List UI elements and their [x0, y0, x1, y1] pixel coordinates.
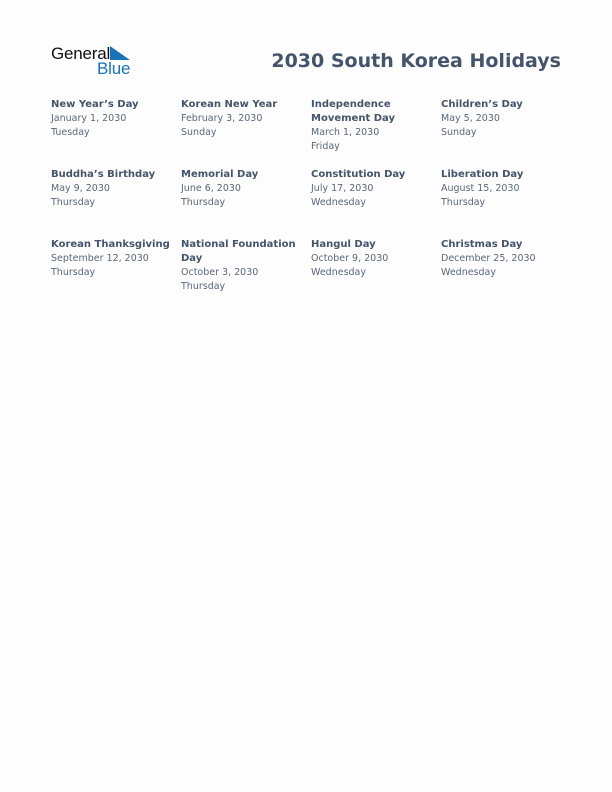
holiday-date: May 9, 2030 [51, 183, 110, 194]
holiday-item [441, 98, 571, 168]
holiday-name: Buddha’s Birthday [51, 169, 156, 180]
holiday-item [311, 168, 441, 238]
holiday-item [441, 168, 571, 238]
holiday-name: Children’s Day [441, 99, 523, 110]
page-title: 2030 South Korea Holidays [271, 50, 561, 72]
holiday-date: January 1, 2030 [51, 113, 127, 124]
holiday-name: New Year’s Day [51, 99, 139, 110]
holiday-weekday: Thursday [51, 267, 96, 278]
holiday-weekday: Thursday [441, 197, 486, 208]
holiday-date: October 9, 2030 [311, 253, 389, 264]
generalblue-logo [51, 44, 133, 78]
holiday-item [51, 168, 181, 238]
holiday-date: March 1, 2030 [311, 127, 380, 138]
holiday-name: Hangul Day [311, 239, 376, 250]
holiday-weekday: Wednesday [311, 267, 367, 278]
holiday-grid [51, 98, 571, 308]
holiday-date: October 3, 2030 [181, 267, 259, 278]
holiday-item [181, 168, 311, 238]
holiday-date: May 5, 2030 [441, 113, 500, 124]
holiday-name: National Foundation Day [181, 239, 296, 264]
holiday-weekday: Wednesday [441, 267, 497, 278]
holiday-weekday: Tuesday [51, 127, 90, 138]
holiday-name: Christmas Day [441, 239, 523, 250]
holiday-date: December 25, 2030 [441, 253, 536, 264]
holiday-weekday: Thursday [51, 197, 96, 208]
holiday-weekday: Wednesday [311, 197, 367, 208]
holiday-weekday: Friday [311, 141, 340, 152]
holiday-item [181, 98, 311, 168]
holiday-date: August 15, 2030 [441, 183, 520, 194]
holiday-weekday: Sunday [181, 127, 217, 138]
holiday-date: February 3, 2030 [181, 113, 263, 124]
holiday-date: September 12, 2030 [51, 253, 149, 264]
holiday-name: Liberation Day [441, 169, 524, 180]
holiday-item [181, 238, 311, 308]
holiday-item [311, 98, 441, 168]
holiday-weekday: Thursday [181, 281, 226, 292]
holiday-name: Independence Movement Day [311, 99, 395, 124]
logo-word-general: General [51, 44, 111, 63]
logo-word-blue: Blue [97, 59, 131, 78]
holiday-item [51, 238, 181, 308]
logo-triangle-icon [110, 46, 130, 60]
holiday-date: July 17, 2030 [311, 183, 374, 194]
holiday-item [311, 238, 441, 308]
holiday-weekday: Sunday [441, 127, 477, 138]
holiday-date: June 6, 2030 [181, 183, 241, 194]
holiday-item [441, 238, 571, 308]
holiday-name: Constitution Day [311, 169, 406, 180]
holiday-item [51, 98, 181, 168]
holiday-name: Memorial Day [181, 169, 259, 180]
holiday-name: Korean Thanksgiving [51, 239, 170, 250]
holiday-name: Korean New Year [181, 99, 278, 110]
holiday-weekday: Thursday [181, 197, 226, 208]
